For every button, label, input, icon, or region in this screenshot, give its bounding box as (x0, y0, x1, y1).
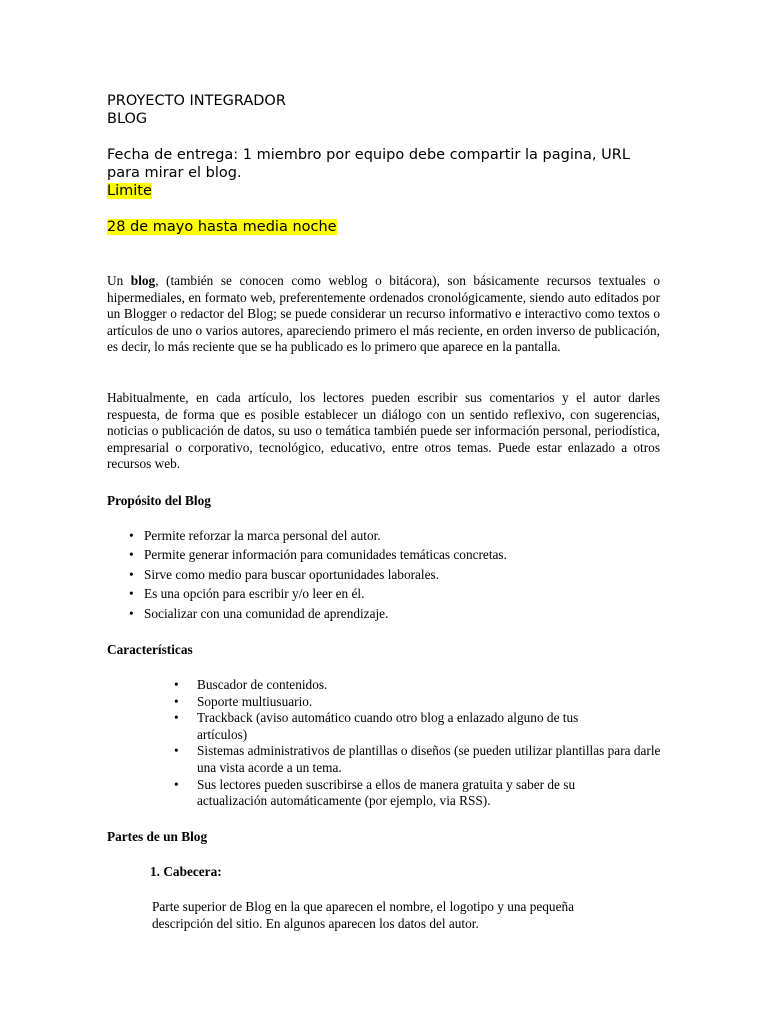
parts-item-1-title: 1. Cabecera: (150, 864, 222, 879)
bullet-icon: • (129, 547, 134, 563)
list-item: • Sus lectores pueden suscribirse a ellos de manera gratuita y saber de su actualización automáticamente (por ejemplo, via RSS). (174, 776, 576, 809)
habitual-paragraph: Habitualmente, en cada artículo, los lectores pueden escribir sus comentarios y el autor darles respuesta, de forma que es posible establecer un diálogo con un sentido reflexivo, con sugerencias, noticias o publicación de datos, su uso o temática también puede ser información personal, periodística, empresarial o corporativo, tecnológico, educativo, entre otros temas. Puede estar enlazado a otros recursos web. (107, 390, 660, 472)
bullet-icon: • (129, 605, 134, 621)
features-list (107, 677, 667, 810)
limit-label (107, 182, 152, 200)
project-title: PROYECTO INTEGRADOR (107, 93, 286, 109)
project-subtitle: BLOG (107, 111, 148, 127)
list-item: • Sirve como medio para buscar oportunidades laborales. (129, 566, 440, 582)
deadline (107, 218, 337, 236)
list-item: • Trackback (aviso automático cuando otro blog a enlazado alguno de tus artículos) (174, 710, 579, 742)
delivery-line-2: para mirar el blog. (107, 165, 242, 181)
features-heading: Características (107, 642, 193, 657)
intro-bold-word: blog (130, 273, 156, 288)
intro-paragraph (107, 273, 660, 356)
purpose-heading: Propósito del Blog (107, 493, 211, 508)
list-item: • Socializar con una comunidad de aprendizaje. (129, 605, 389, 621)
list-item: • Permite generar información para comunidades temáticas concretas. (129, 547, 507, 563)
bullet-icon: • (174, 693, 179, 709)
list-item: • Buscador de contenidos. (174, 677, 328, 692)
delivery-line-1: Fecha de entrega: 1 miembro por equipo debe compartir la pagina, URL (107, 147, 630, 163)
list-item: • Es una opción para escribir y/o leer en él. (129, 586, 365, 602)
intro-rest: , (también se conocen como weblog o bitácora), son básicamente recursos textuales o hipermediales, en formato web, preferentemente ordenados cronológicamente, siendo auto editados por un Blogger o redactor del Blog; se puede considerar un recurso informativo e interactivo como textos o artículos de uno o varios autores, apareciendo primero el más reciente, en orden inverso de publicación, es decir, lo más reciente que se ha publicado es lo primero que aparece en la pantalla. (107, 273, 660, 355)
bullet-icon: • (174, 710, 179, 726)
bullet-icon: • (129, 586, 134, 602)
bullet-icon: • (174, 743, 179, 759)
bullet-icon: • (129, 566, 134, 582)
bullet-icon: • (174, 677, 179, 692)
list-item: • Sistemas administrativos de plantillas o diseños (se pueden utilizar plantillas para darle una vista acorde a un tema. (174, 743, 661, 775)
purpose-list (107, 528, 667, 625)
bullet-icon: • (129, 528, 134, 543)
limit-highlight: Limite (107, 183, 152, 199)
list-item: • Soporte multiusuario. (174, 693, 313, 709)
parts-heading: Partes de un Blog (107, 829, 208, 844)
parts-item-1-text: Parte superior de Blog en la que aparecen el nombre, el logotipo y una pequeña descripción del sitio. En algunos aparecen los datos del autor. (152, 899, 575, 931)
list-item: • Permite reforzar la marca personal del autor. (129, 528, 381, 543)
intro-prefix: Un (107, 273, 131, 288)
deadline-highlight: 28 de mayo hasta media noche (107, 219, 337, 235)
bullet-icon: • (174, 776, 179, 792)
